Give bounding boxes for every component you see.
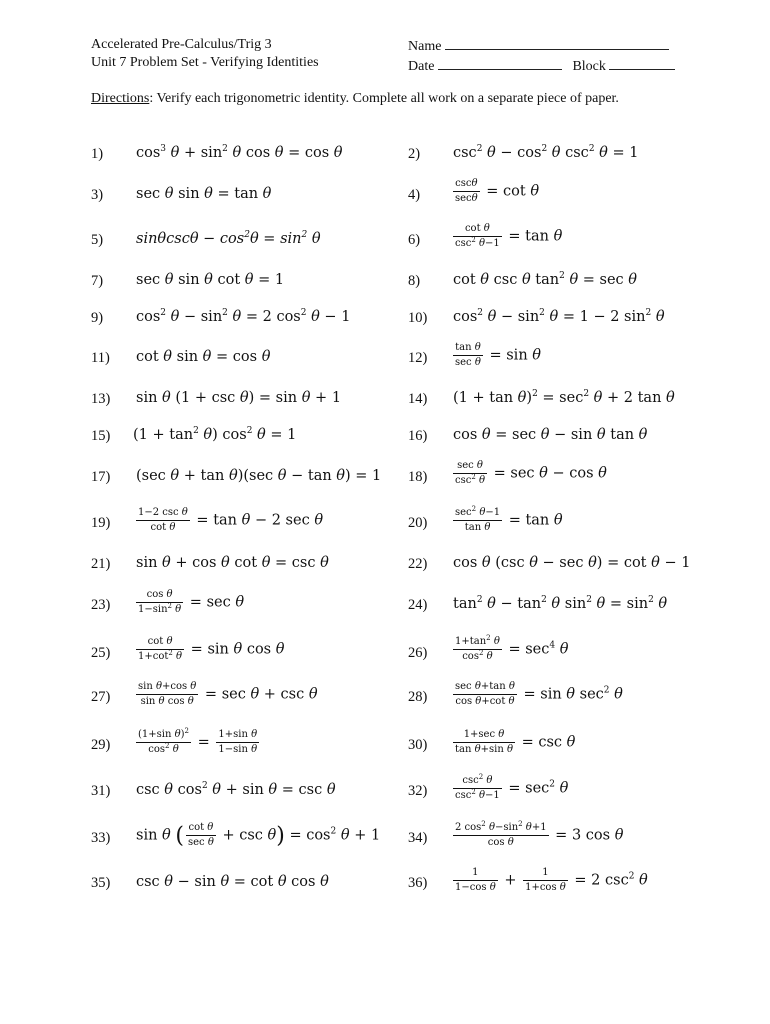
problem-number: 33) [91,830,111,846]
directions [91,90,691,108]
problem-number: 30) [408,737,428,753]
problem-number: 36) [408,875,428,891]
problem-number: 31) [91,783,111,799]
problem-number: 26) [408,645,428,661]
header-left [91,36,319,72]
date-label: Date [408,59,435,74]
problem-number: 32) [408,783,428,799]
identity-21: sin θ + cos θ cot θ = csc θ [136,555,329,571]
directions-label: Directions [91,91,150,106]
problem-number: 27) [91,689,111,705]
identity-11: cot θ sin θ = cos θ [136,349,271,365]
name-label: Name [408,39,442,54]
identity-7: sec θ sin θ cot θ = 1 [136,272,285,288]
identity-3: sec θ sin θ = tan θ [136,186,272,202]
course-title: Accelerated Pre-Calculus/Trig 3 [91,37,272,52]
problem-number: 16) [408,428,428,444]
identity-18: $\frac{\text{sec θ}}{\csc^2 \theta}$ = sec θ − cos θ [455,460,607,486]
identity-13: sin θ (1 + csc θ) = sin θ + 1 [136,390,342,406]
problem-number: 11) [91,350,110,366]
identity-29: $\frac{(1+\sin \theta)^2}{\cos^2 \theta}$ = $\frac{\text{1+sin θ}}{\text{1−sin θ}}$ [138,727,258,755]
identity-36: $\frac{1}{\text{1−cos θ}}$ + $\frac{1}{\text{1+cos θ}}$ = 2 $\csc^2 \theta$ [455,867,648,893]
identity-17: (sec θ + tan θ)(sec θ − tan θ) = 1 [136,468,382,484]
identity-26: $\frac{1+\tan^2 \theta}{\cos^2 \theta}$ = $\sec^4 \theta$ [455,634,569,662]
problem-number: 12) [408,350,428,366]
header-right [408,36,675,76]
problem-number: 3) [91,187,104,203]
unit-title: Unit 7 Problem Set - Verifying Identities [91,55,319,70]
problem-number: 2) [408,146,421,162]
problem-number: 15) [91,428,111,444]
problem-number: 29) [91,737,111,753]
problem-number: 13) [91,391,111,407]
problem-number: 6) [408,232,421,248]
problem-number: 23) [91,597,111,613]
identity-6: $\frac{\text{cot θ}}{\csc^2 \theta-1}$ = tan θ [455,223,563,249]
identity-25: $\frac{\text{cot θ}}{1+\cot^2 \theta}$ = sin θ cos θ [138,636,285,662]
identity-31: csc θ $\cos^2 \theta + \sin \theta = \csc \theta$ [136,781,336,798]
problem-number: 9) [91,310,104,326]
problem-number: 21) [91,556,111,572]
identity-33: sin θ ( $\frac{\text{cot θ}}{\text{sec θ}}$ + $\csc \theta) = \cos^2 \theta + 1$ [136,822,381,849]
identity-19: $\frac{\text{1−2 csc θ}}{\text{cot θ}}$ = tan θ − 2 sec θ [138,507,324,533]
directions-text: : Verify each trigonometric identity. Complete all work on a separate piece of paper. [149,91,619,106]
identity-28: $\frac{\text{sec θ+tan θ}}{\text{cos θ+cot θ}}$ = sin θ $\sec^2 \theta$ [455,681,623,707]
identity-5: $\sin\theta\csc\theta - \cos^2\theta = \sin^2 \theta$ [136,230,321,247]
problem-number: 35) [91,875,111,891]
problem-number: 5) [91,232,104,248]
identity-12: $\frac{\text{tan θ}}{\text{sec θ}}$ = sin θ [455,342,542,368]
problem-number: 28) [408,689,428,705]
problem-number: 25) [91,645,111,661]
identity-4: $\frac{\csc\theta}{\sec\theta}$ = cot θ [455,178,540,204]
block-blank[interactable] [609,56,675,70]
problem-number: 4) [408,187,421,203]
identity-30: $\frac{\text{1+sec θ}}{\text{tan θ+sin θ}}$ = csc θ [455,729,576,755]
problem-number: 22) [408,556,428,572]
identity-14: $(1 + \tan \theta)^2 = \sec^2 \theta + 2$ tan θ [453,389,675,406]
date-row [408,56,675,76]
date-blank[interactable] [438,56,562,70]
problem-number: 10) [408,310,428,326]
identity-32: $\frac{\csc^2 \theta}{\csc^2 \theta-1}$ = $\sec^2 \theta$ [455,773,569,801]
problem-number: 14) [408,391,428,407]
identity-34: $\frac{2 \cos^2 \theta-\sin^2 \theta+1}{\text{cos θ}}$ = 3 cos θ [455,820,624,848]
identity-10: $\cos^2 \theta - \sin^2 \theta = 1 - 2$ $\sin^2 \theta$ [453,308,665,325]
identity-27: $\frac{\text{sin θ+cos θ}}{\text{sin θ cos θ}}$ = sec θ + csc θ [138,681,318,707]
problem-number: 20) [408,515,428,531]
identity-1: $\cos^3 \theta + \sin^2 \theta$ cos θ = cos θ [136,144,343,161]
identity-23: $\frac{\text{cos θ}}{1-\sin^2 \theta}$ = sec θ [138,589,245,615]
identity-15: $(1 + \tan^2 \theta)$ $\cos^2 \theta = 1$ [133,426,297,443]
identity-20: $\frac{\sec^2 \theta-1}{\text{tan θ}}$ = tan θ [455,505,563,533]
problem-number: 1) [91,146,104,162]
identity-9: $\cos^2 \theta - \sin^2 \theta = 2$ $\cos^2 \theta - 1$ [136,308,351,325]
identity-22: cos θ (csc θ − sec θ) = cot θ − 1 [453,555,691,571]
name-row [408,36,675,56]
problem-number: 7) [91,273,104,289]
problem-number: 18) [408,469,428,485]
block-label: Block [572,59,606,74]
problem-number: 24) [408,597,428,613]
name-blank[interactable] [445,36,669,50]
problem-number: 8) [408,273,421,289]
identity-35: csc θ − sin θ = cot θ cos θ [136,874,329,890]
identity-16: cos θ = sec θ − sin θ tan θ [453,427,648,443]
problem-number: 17) [91,469,111,485]
identity-8: cot θ csc θ $\tan^2 \theta = \sec \theta$ [453,271,638,288]
identity-24: $\tan^2 \theta - \tan^2 \theta$ $\sin^2 \theta = \sin^2 \theta$ [453,595,668,612]
problem-number: 19) [91,515,111,531]
identity-2: $\csc^2 \theta - \cos^2 \theta$ $\csc^2 \theta = 1$ [453,144,639,161]
problem-number: 34) [408,830,428,846]
